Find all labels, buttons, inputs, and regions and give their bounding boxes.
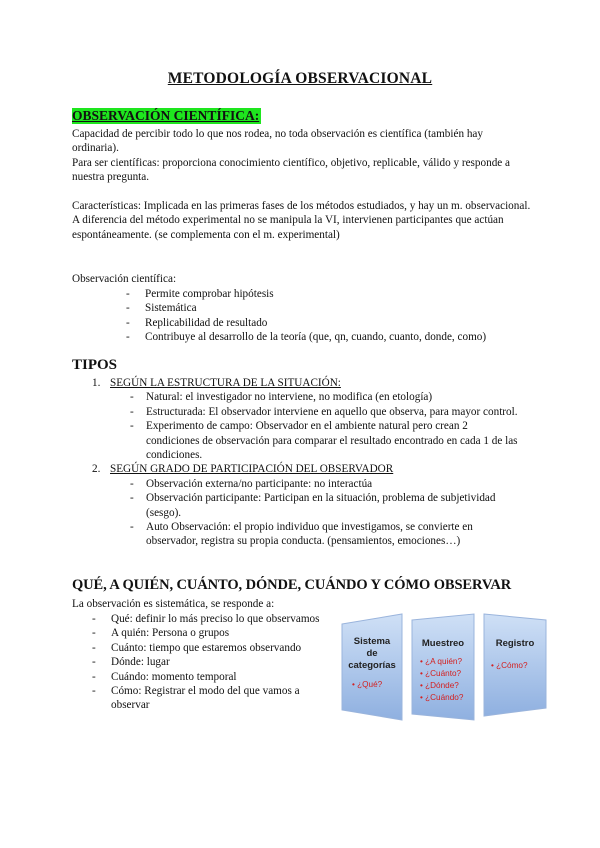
intro-paragraph-3: Características: Implicada en las primeras fases de los métodos estudiados, y hay un m. observacional. <box>72 200 531 212</box>
diagram-box-muestreo <box>412 614 474 720</box>
intro-paragraph-1: Capacidad de percibir todo lo que nos rodea, no toda observación es científica (también hay ordinaria). <box>72 128 483 155</box>
diagram-box-item: • ¿Dónde? <box>420 681 459 690</box>
diagram-box-item: • ¿A quién? <box>420 657 463 666</box>
diagram-chevron <box>412 614 474 720</box>
diagram-box-title: categorías <box>348 660 396 671</box>
list-item: - Observación externa/no participante: no interactúa <box>130 477 522 491</box>
observacion-cientifica-heading: OBSERVACIÓN CIENTÍFICA: <box>72 108 260 123</box>
diagram-box-title: Sistema <box>353 636 391 647</box>
list-item: - Sistemática <box>126 301 546 315</box>
diagram-box-item: • ¿Qué? <box>352 680 383 689</box>
diagram-box-title: de <box>366 648 378 659</box>
list-item: - Cuánto: tiempo que estaremos observando <box>92 641 330 655</box>
list-item: - Auto Observación: el propio individuo que investigamos, se convierte en observador, registra su propia conducta. (pensamientos, emociones…) <box>130 520 522 549</box>
tipos-list <box>92 376 522 549</box>
que-observar-list <box>92 612 330 713</box>
characteristics-paragraphs <box>72 199 532 242</box>
tipos-group-1-items <box>92 390 522 462</box>
que-observar-heading: QUÉ, A QUIÉN, CUÁNTO, DÓNDE, CUÁNDO Y CÓMO OBSERVAR <box>72 577 512 593</box>
diagram-box-title: Muestreo <box>421 638 465 649</box>
diagram-box-item: • ¿Cómo? <box>491 661 528 670</box>
page-title: METODOLOGÍA OBSERVACIONAL <box>167 70 433 87</box>
intro-paragraph-2: Para ser científicas: proporciona conocimiento científico, objetivo, replicable, válido y responde a nuestra pregunta. <box>72 156 511 184</box>
diagram-box-item: • ¿Cuánto? <box>420 669 462 678</box>
diagram-box-sistema <box>342 614 402 720</box>
intro-paragraphs <box>72 127 532 185</box>
process-diagram <box>340 612 550 724</box>
tipos-group-1-label: 1. SEGÚN LA ESTRUCTURA DE LA SITUACIÓN: <box>92 377 341 389</box>
list-item: - Permite comprobar hipótesis <box>126 287 546 301</box>
list-item: - Cómo: Registrar el modo del que vamos a observar <box>92 684 330 713</box>
list-item: - Estructurada: El observador interviene en aquello que observa, para mayor control. <box>130 405 522 419</box>
list-item: - Observación participante: Participan en la situación, problema de subjetividad (sesgo). <box>130 491 522 520</box>
diagram-box-registro <box>484 614 546 716</box>
tipos-group-2-items <box>92 477 522 549</box>
list-item: - A quién: Persona o grupos <box>92 626 330 640</box>
list-item: - Replicabilidad de resultado <box>126 316 546 330</box>
list-item: - Cuándo: momento temporal <box>92 670 330 684</box>
diagram-box-title: Registro <box>495 638 535 649</box>
tipos-group-1-number: 1. <box>92 377 101 389</box>
tipos-heading: TIPOS <box>72 357 118 373</box>
list-item: - Dónde: lugar <box>92 655 330 669</box>
tipos-group-2-number: 2. <box>92 463 101 476</box>
list-item: - Contribuye al desarrollo de la teoría (que, qn, cuando, cuanto, donde, como) <box>126 330 546 344</box>
list-item: - Natural: el investigador no interviene, no modifica (en etología) <box>130 390 522 404</box>
que-intro: La observación es sistemática, se responde a: <box>72 598 275 610</box>
tipos-group-2-label: 2. SEGÚN GRADO DE PARTICIPACIÓN DEL OBSERVADOR <box>92 463 394 476</box>
intro-paragraph-4: A diferencia del método experimental no se manipula la VI, intervienen participantes que actúan espontáneamente. (se complementa con el m. experimental) <box>72 214 504 241</box>
obs-characteristics-list <box>126 287 546 345</box>
list-item: - Experimento de campo: Observador en el ambiente natural pero crean 2 condiciones de observación para comparar el resultado encontrado en cada 1 de las condiciones. <box>130 419 522 462</box>
list-item: - Qué: definir lo más preciso lo que observamos <box>92 612 330 626</box>
obs-list-intro: Observación científica: <box>72 273 177 285</box>
diagram-box-item: • ¿Cuándo? <box>420 693 464 702</box>
